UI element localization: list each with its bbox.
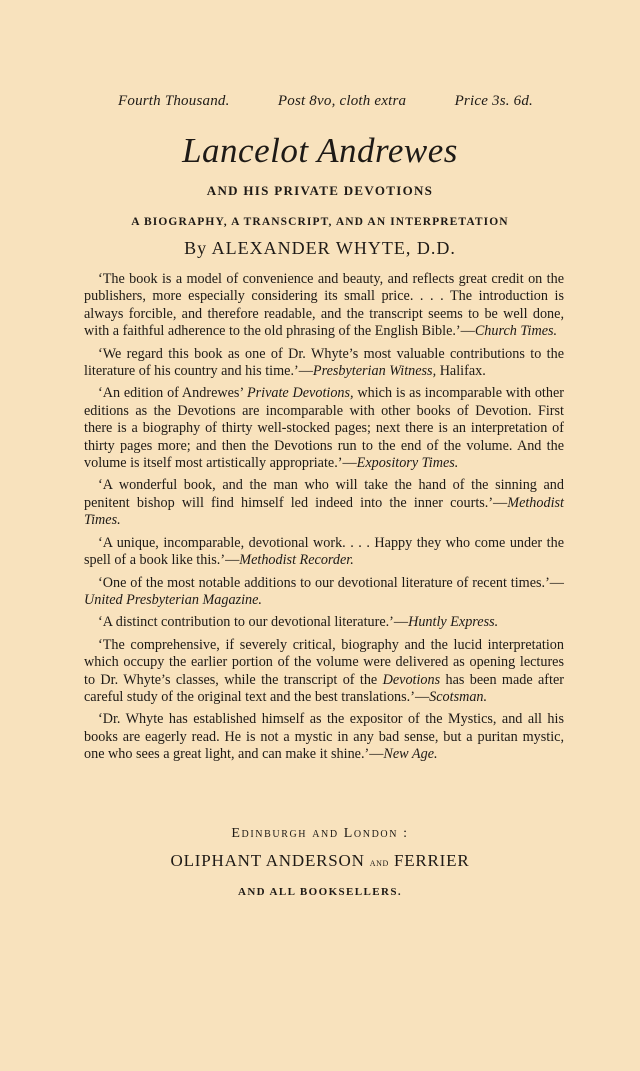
review-scotsman: ‘The comprehensive, if severely critical, biography and the lucid interpretation which occupy the earlier portion of the volume were delivered as opening lectures to Dr. Whyte’s classes, while the transcript of the Devotions has been made after careful study of the original text and the best translations.’—Scotsman. xyxy=(84,636,564,705)
review-source: United Presbyterian Magazine. xyxy=(84,591,262,608)
review-presbyterian-witness: ‘We regard this book as one of Dr. Whyte’s most valuable contributions to the literature of his country and his time.’—Presbyterian Witness, Halifax. xyxy=(84,345,564,380)
review-source: Methodist Recorder. xyxy=(239,552,354,569)
review-source: Methodist Times. xyxy=(84,494,564,529)
review-methodist-times: ‘A wonderful book, and the man who will take the hand of the sinning and penitent bishop will find himself led indeed into the inner courts.’—Methodist Times. xyxy=(84,477,564,529)
booksellers-line: AND ALL BOOKSELLERS. xyxy=(237,886,403,898)
review-source: Presbyterian Witness, xyxy=(312,363,437,380)
review-source: Expository Times. xyxy=(356,455,459,472)
publisher-name: OLIPHANT ANDERSON and FERRIER xyxy=(170,851,470,870)
review-united-presbyterian: ‘One of the most notable additions to our devotional literature of recent times.’—United Presbyterian Magazine. xyxy=(84,574,564,608)
review-emphasis: Devotions xyxy=(382,671,441,688)
review-methodist-recorder: ‘A unique, incomparable, devotional work. . . . Happy they who come under the spell of a book like this.’—Methodist Recorder. xyxy=(84,534,564,569)
edition-line xyxy=(118,93,533,110)
format-text: Post 8vo, cloth extra xyxy=(277,93,407,109)
book-title: Lancelot Andrewes xyxy=(182,131,458,170)
edition-text: Fourth Thousand. xyxy=(118,93,230,109)
review-source: Scotsman. xyxy=(429,688,488,705)
review-new-age: ‘Dr. Whyte has established himself as the expositor of the Mystics, and all his books are eagerly read. He is not a mystic in any bad sense, but a puritan mystic, one who sees a great light, and can make it shine.’—New Age. xyxy=(84,711,564,763)
review-source: Huntly Express. xyxy=(408,614,499,631)
book-author: By ALEXANDER WHYTE, D.D. xyxy=(184,238,456,258)
review-source: Church Times. xyxy=(474,323,558,340)
book-subtitle: AND HIS PRIVATE DEVOTIONS xyxy=(206,183,434,198)
review-expository-times: ‘An edition of Andrewes’ Private Devotions, which is as incomparable with other editions as the Devotions are incomparable with other books of Devotion. First there is a biography of thirty well-stocked pages; next there is an interpretation of thirty pages more; and then the Devotions run to the end of the volume. And the volume is itself most artistically appropriate.’—Expository Times. xyxy=(84,385,564,472)
review-church-times: ‘The book is a model of convenience and beauty, and reflects great credit on the publishers, more especially considering its small price. . . . The introduction is always forcible, and therefore readable, and the transcript seems to be well done, with a faithful adherence to the old phrasing of the English Bible.’—Church Times. xyxy=(84,271,564,340)
price-text: Price 3s. 6d. xyxy=(454,93,533,109)
review-source: New Age. xyxy=(383,746,438,763)
review-huntly-express: ‘A distinct contribution to our devotional literature.’—Huntly Express. xyxy=(98,614,499,631)
book-description: A BIOGRAPHY, A TRANSCRIPT, AND AN INTERPRETATION xyxy=(131,216,509,228)
publisher-place: Edinburgh and London : xyxy=(231,826,409,841)
review-emphasis: Private Devotions, xyxy=(246,385,354,402)
review-list xyxy=(84,271,564,769)
